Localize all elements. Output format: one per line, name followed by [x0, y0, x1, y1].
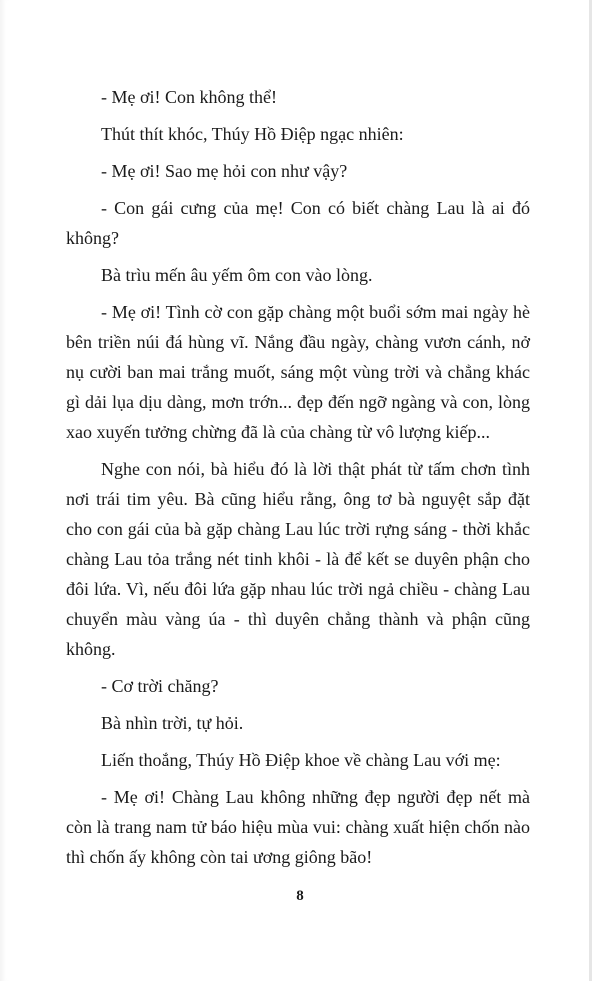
page-number: 8 [296, 888, 304, 904]
paragraph-11: - Mẹ ơi! Chàng Lau không những đẹp người đẹp nết mà còn là trang nam tử báo hiệu mùa vui: chàng xuất hiện chốn nào thì chốn ấy không còn tai ương giông bão! [66, 787, 530, 867]
paragraph-8: - Cơ trời chăng? [101, 676, 219, 696]
paragraph-5: Bà trìu mến âu yếm ôm con vào lòng. [101, 265, 373, 285]
page-body [66, 82, 530, 879]
paragraph-9: Bà nhìn trời, tự hỏi. [101, 713, 244, 733]
paragraph-1: - Mẹ ơi! Con không thể! [101, 87, 277, 107]
paragraph-7: Nghe con nói, bà hiểu đó là lời thật phát từ tấm chơn tình nơi trái tim yêu. Bà cũng hiểu rằng, ông tơ bà nguyệt sắp đặt cho con gái của bà gặp chàng Lau lúc trời rựng sáng - thời khắc chàng Lau tỏa trắng nét tinh khôi - là để kết se duyên phận cho đôi lứa. Vì, nếu đôi lứa gặp nhau lúc trời ngả chiều - chàng Lau chuyển màu vàng úa - thì duyên chẳng thành và phận cũng không. [66, 459, 530, 659]
paragraph-3: - Mẹ ơi! Sao mẹ hỏi con như vậy? [101, 161, 348, 181]
paragraph-10: Liến thoắng, Thúy Hồ Điệp khoe về chàng Lau với mẹ: [101, 750, 501, 770]
paragraph-6: - Mẹ ơi! Tình cờ con gặp chàng một buổi sớm mai ngày hè bên triền núi đá hùng vĩ. Nắng đầu ngày, chàng vươn cánh, nở nụ cười ban mai trắng muốt, sáng một vùng trời và chẳng khác gì dải lụa dịu dàng, mơn trớn... đẹp đến ngỡ ngàng và con, lòng xao xuyến tưởng chừng đã là của chàng từ vô lượng kiếp... [66, 302, 530, 442]
paragraph-4: - Con gái cưng của mẹ! Con có biết chàng Lau là ai đó không? [66, 198, 530, 248]
paragraph-2: Thút thít khóc, Thúy Hồ Điệp ngạc nhiên: [101, 124, 404, 144]
